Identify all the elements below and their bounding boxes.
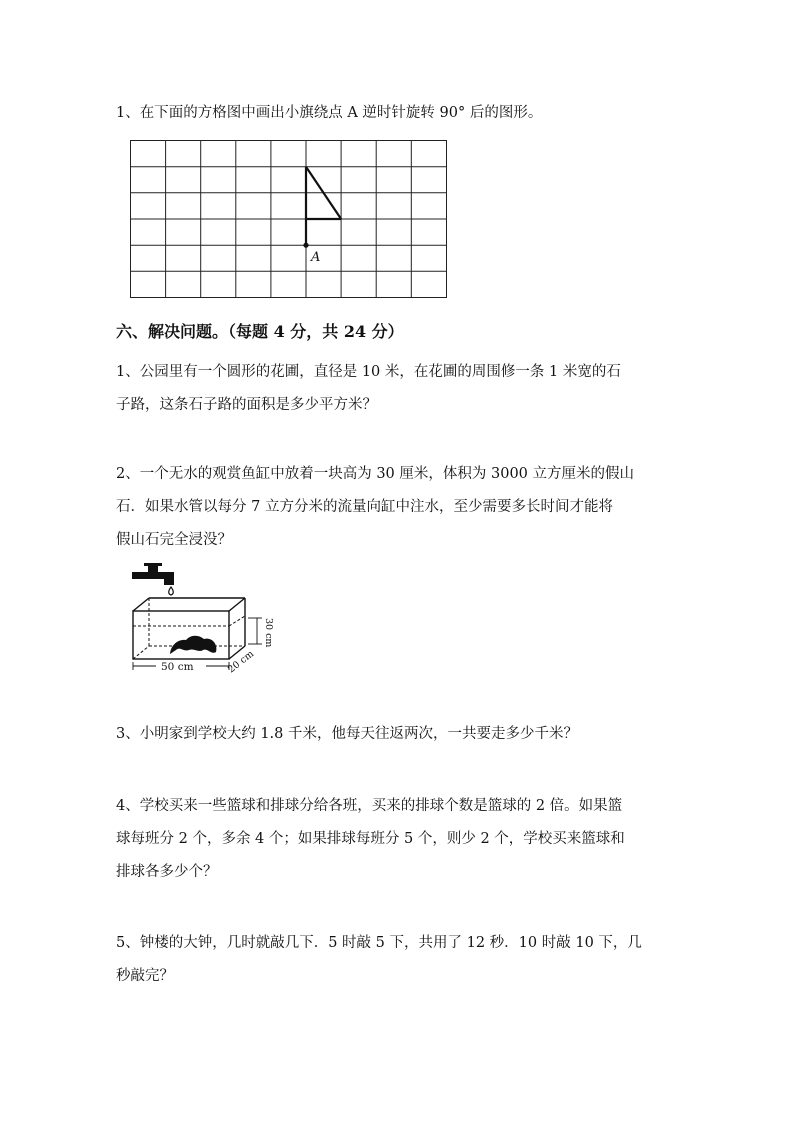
faucet-icon	[132, 563, 174, 585]
problem-2-line-3: 假山石完全浸没？	[116, 532, 232, 548]
water-drop	[169, 587, 174, 595]
problem-1-line-1: 1、公园里有一个圆形的花圃，直径是 10 米，在花圃的周围修一条 1 米宽的石	[116, 364, 621, 380]
problem-2-line-1: 2、一个无水的观赏鱼缸中放着一块高为 30 厘米，体积为 3000 立方厘米的假山	[116, 466, 635, 482]
height-label: 30 cm	[263, 618, 274, 648]
rockery-stone	[170, 636, 216, 654]
flag-shape	[306, 167, 341, 246]
fish-tank-figure	[126, 560, 286, 678]
problem-4-line-3: 排球各多少个？	[116, 864, 218, 880]
length-label: 50 cm	[161, 661, 194, 673]
problem-5-line-1: 5、钟楼的大钟，几时就敲几下．5 时敲 5 下，共用了 12 秒．10 时敲 10 下，几	[116, 935, 642, 951]
rotation-grid-figure	[128, 138, 454, 304]
problem-4-line-1: 4、学校买来一些篮球和排球分给各班，买来的排球个数是篮球的 2 倍。如果篮	[116, 798, 623, 814]
point-a-dot	[303, 243, 308, 248]
problem-2-line-2: 石．如果水管以每分 7 立方分米的流量向缸中注水，至少需要多长时间才能将	[116, 499, 613, 515]
problem-5-line-2: 秒敲完？	[116, 968, 174, 984]
problem-1-line-2: 子路，这条石子路的面积是多少平方米？	[116, 397, 377, 413]
point-a-label: A	[311, 250, 321, 265]
section-heading: 六、解决问题。（每题 4 分，共 24 分）	[116, 322, 404, 341]
width-label: 20 cm	[226, 648, 257, 676]
problem-4-line-2: 球每班分 2 个，多余 4 个；如果排球每班分 5 个，则少 2 个，学校买来篮球和	[116, 831, 625, 847]
grid-question-text: 1、在下面的方格图中画出小旗绕点 A 逆时针旋转 90° 后的图形。	[116, 105, 543, 121]
problem-3-line-1: 3、小明家到学校大约 1.8 千米，他每天往返两次，一共要走多少千米？	[116, 726, 579, 742]
